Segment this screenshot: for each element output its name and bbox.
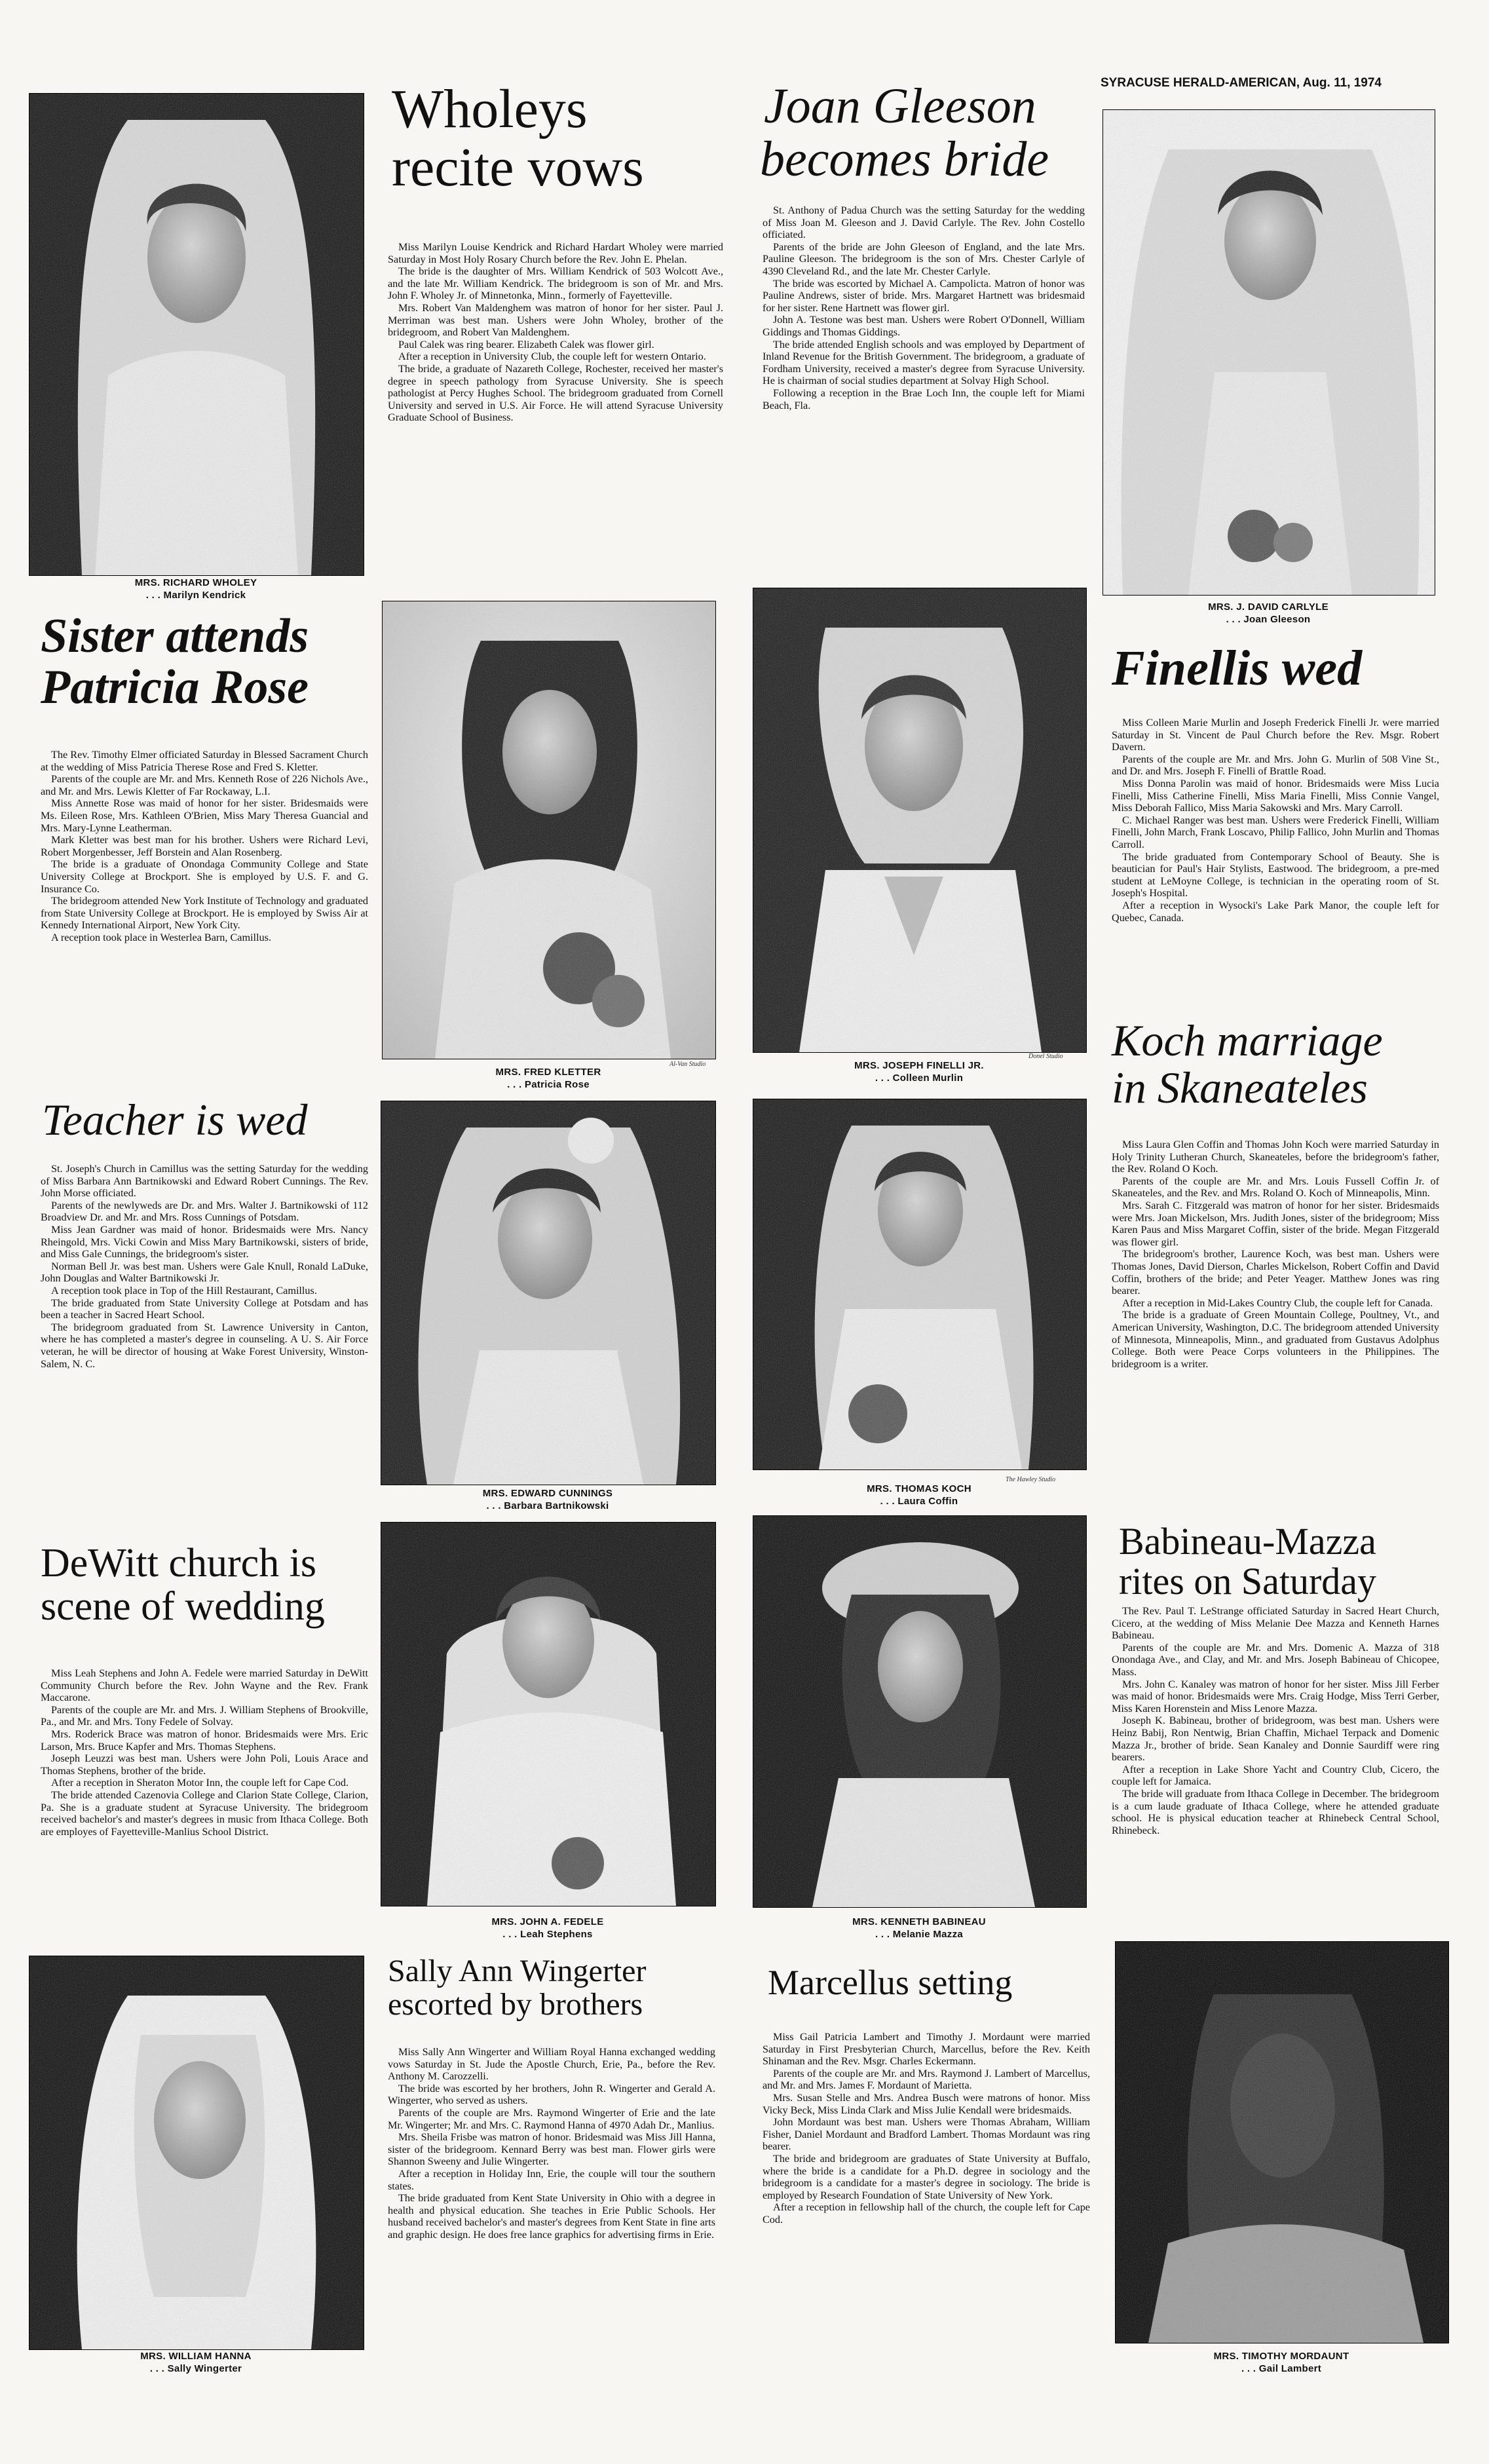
paragraph: Parents of the couple are Mr. and Mrs. Domenic A. Mazza of 318 Onondaga Ave., and Clay, and Mr. and Mrs. Joseph Babineau of Chicopee, Mass. bbox=[1112, 1641, 1439, 1678]
paragraph: Following a reception in the Brae Loch Inn, the couple left for Miami Beach, Fla. bbox=[763, 387, 1085, 411]
paragraph: After a reception in Holiday Inn, Erie, the couple will tour the southern states. bbox=[388, 2167, 715, 2192]
paragraph: Mrs. Robert Van Maldenghem was matron of honor for her sister. Paul J. Merriman was best man. Ushers were John Wholey, brother of the bridegroom, and Robert Van Maldenghem. bbox=[388, 301, 723, 339]
paragraph: The bride is the daughter of Mrs. William Kendrick of 503 Wolcott Ave., and the late Mr. William Kendrick. The bridegroom is son of Mr. and Mrs. John F. Wholey Jr. of Minnetonka, Minn., formerly of Fayetteville. bbox=[388, 265, 723, 302]
story-marcellus bbox=[763, 2031, 1090, 2226]
paragraph: Paul Calek was ring bearer. Elizabeth Calek was flower girl. bbox=[398, 338, 654, 351]
headline-teacher bbox=[42, 1096, 307, 1143]
paragraph: Parents of the couple are Mr. and Mrs. Kenneth Rose of 226 Nichols Ave., and Mr. and Mrs. Lewis Kletter of Far Rockaway, L.I. bbox=[41, 773, 368, 797]
paragraph: After a reception in Sheraton Motor Inn, the couple left for Cape Cod. bbox=[51, 1777, 349, 1789]
headline-line: scene of wedding bbox=[41, 1583, 325, 1629]
paragraph: The bride was escorted by Michael A. Campolicta. Matron of honor was Pauline Andrews, sister of bride. Mrs. Margaret Hartnett was bridesmaid for her sister. Rene Hartnett was flower girl. bbox=[763, 277, 1085, 314]
paragraph: Miss Laura Glen Coffin and Thomas John Koch were married Saturday in Holy Trinity Lutheran Church, Skaneateles, before the bridegroom's father, the Rev. Roland O Koch. bbox=[1112, 1139, 1439, 1175]
story-babineau bbox=[1112, 1605, 1439, 1836]
paragraph: The bride is a graduate of Green Mountain College, Poultney, Vt., and American University, Washington, D.C. The bridegroom attended University of Minnesota, Minneapolis, Minn., and graduated from Gustavus Adolphus College. Both were Peace Corps volunteers in the Philippines. The bridegroom is a writer. bbox=[1112, 1309, 1439, 1370]
headline-finellis bbox=[1112, 642, 1362, 695]
headline-rose bbox=[41, 611, 309, 713]
paragraph: Mrs. Susan Stelle and Mrs. Andrea Busch were matrons of honor. Miss Vicky Beck, Miss Linda Clark and Miss Julie Kendall were bridesmaids. bbox=[763, 2091, 1090, 2116]
story-wingerter bbox=[388, 2046, 715, 2241]
headline-babineau bbox=[1119, 1521, 1376, 1602]
headline-dewitt bbox=[41, 1542, 325, 1628]
caption-maiden-name: . . . Sally Wingerter bbox=[149, 2363, 242, 2374]
paragraph: After a reception in Wysocki's Lake Park Manor, the couple left for Quebec, Canada. bbox=[1112, 899, 1439, 924]
headline-marcellus bbox=[768, 1964, 1012, 2001]
caption-maiden-name: . . . Colleen Murlin bbox=[875, 1072, 964, 1084]
photo-mordaunt bbox=[1115, 1941, 1449, 2343]
paragraph: The Rev. Paul T. LeStrange officiated Saturday in Sacred Heart Church, Cicero, at the wedding of Miss Melanie Dee Mazza and Kenneth Harnes Babineau. bbox=[1112, 1605, 1439, 1642]
story-finellis bbox=[1112, 717, 1439, 924]
photo-babineau bbox=[753, 1515, 1087, 1908]
caption-name: MRS. EDWARD CUNNINGS bbox=[482, 1488, 613, 1499]
story-koch bbox=[1112, 1139, 1439, 1370]
paragraph: Norman Bell Jr. was best man. Ushers were Gale Knull, Ronald LaDuke, John Douglas and Walter Bartnikowski Jr. bbox=[41, 1260, 368, 1285]
photo-hanna bbox=[29, 1956, 364, 2350]
story-wholey bbox=[388, 241, 723, 424]
paragraph: Parents of the couple are Mr. and Mrs. John G. Murlin of 508 Vine St., and Dr. and Mrs. Joseph F. Finelli of Brattle Road. bbox=[1112, 753, 1439, 778]
paragraph: The bridegroom attended New York Institute of Technology and graduated from State University College at Brockport. He is employed by Swiss Air at Kennedy International Airport, New York City. bbox=[41, 895, 368, 932]
caption-kletter bbox=[382, 1066, 715, 1091]
paragraph: Miss Sally Ann Wingerter and William Royal Hanna exchanged wedding vows Saturday in St. Jude the Apostle Church, Erie, Pa., before the Rev. Anthony M. Carozzelli. bbox=[388, 2046, 715, 2083]
paragraph: Mrs. Roderick Brace was matron of honor. Bridesmaids were Mrs. Eric Larson, Mrs. Bruce Kapfer and Mrs. Thomas Stephens. bbox=[41, 1728, 368, 1753]
caption-maiden-name: . . . Marilyn Kendrick bbox=[145, 590, 246, 601]
caption-name: MRS. TIMOTHY MORDAUNT bbox=[1213, 2351, 1349, 2362]
headline-line: Teacher is wed bbox=[42, 1095, 308, 1145]
headline-line: in Skaneateles bbox=[1112, 1063, 1368, 1113]
paragraph: The bride attended Cazenovia College and Clarion State College, Clarion, Pa. She is a graduate student at Syracuse University. The bridegroom received bachelor's and master's degrees in music from Ithaca College. Both are employes of Fayetteville-Manlius School District. bbox=[41, 1789, 368, 1838]
story-gleeson bbox=[763, 204, 1085, 411]
caption-babineau bbox=[753, 1916, 1085, 1941]
headline-wingerter bbox=[388, 1955, 646, 2022]
paragraph: St. Anthony of Padua Church was the setting Saturday for the wedding of Miss Joan M. Gleeson and J. David Carlyle. The Rev. John Costello officiated. bbox=[763, 204, 1085, 241]
caption-name: MRS. J. DAVID CARLYLE bbox=[1208, 601, 1329, 613]
paragraph: Parents of the couple are Mrs. Raymond Wingerter of Erie and the late Mr. Wingerter; Mr. and Mrs. C. Raymond Hanna of 4970 Adah Dr., Manlius. bbox=[388, 2106, 715, 2131]
paragraph: The bride, a graduate of Nazareth College, Rochester, received her master's degree in speech pathology from Syracuse University. She is speech pathologist at Percy Hughes School. The bridegroom graduated from Cornell University and served in U.S. Air Force. He will attend Syracuse University Graduate School of Business. bbox=[388, 362, 723, 424]
photo-wholey bbox=[29, 93, 364, 576]
caption-name: MRS. JOHN A. FEDELE bbox=[491, 1916, 604, 1927]
caption-maiden-name: . . . Barbara Bartnikowski bbox=[486, 1500, 609, 1511]
caption-maiden-name: . . . Melanie Mazza bbox=[875, 1929, 964, 1940]
paragraph: The bride will graduate from Ithaca College in December. The bridegroom is a cum laude graduate of Ithaca College, where he attended graduate school. He is physical education teacher at Rhinebeck Central School, Rhinebeck. bbox=[1112, 1787, 1439, 1836]
caption-maiden-name: . . . Gail Lambert bbox=[1241, 2363, 1322, 2374]
caption-koch bbox=[753, 1483, 1085, 1507]
headline-line: DeWitt church is bbox=[41, 1541, 317, 1585]
photo-credit-kletter: Al-Van Studio bbox=[669, 1061, 706, 1068]
paragraph: The bride attended English schools and was employed by Department of Inland Revenue for the British Government. The bridegroom, a graduate of Fordham University, received a master's degree from Syracuse University. He is chairman of social studies department at Solvay High School. bbox=[763, 338, 1085, 387]
paragraph: The bride graduated from State University College at Potsdam and has been a teacher in Sacred Heart School. bbox=[41, 1297, 368, 1321]
paragraph: The bride graduated from Kent State University in Ohio with a degree in health and physical education. She teaches in Erie Public Schools. Her husband received bachelor's and master's degrees from Kent State in fine arts and graphic design. He does free lance graphics for advertising firms in Erie. bbox=[388, 2192, 715, 2241]
paragraph: Mrs. John C. Kanaley was matron of honor for her sister. Miss Jill Ferber was maid of honor. Bridesmaids were Mrs. Craig Hodge, Miss Terri Gerber, Miss Karen Horenstein and Miss Lenore Mazza. bbox=[1112, 1678, 1439, 1715]
paragraph: Joseph K. Babineau, brother of bridegroom, was best man. Ushers were Heinz Babij, Ron Nentwig, Brian Chaffin, Michael Terpack and Domenic Mazza Jr., brother of bride. Sean Kanaley and Donnie Saurdiff were ring bearers. bbox=[1112, 1715, 1439, 1764]
headline-line: Koch marriage bbox=[1112, 1015, 1383, 1065]
headline-line: Babineau-Mazza bbox=[1119, 1520, 1376, 1563]
paragraph: Joseph Leuzzi was best man. Ushers were John Poli, Louis Arace and Thomas Stephens, brother of the bride. bbox=[41, 1753, 368, 1777]
paragraph: The bride and bridegroom are graduates of State University at Buffalo, where the bride is a candidate for a Ph.D. degree in sociology and the bridegroom is a candidate for a master's degree in sociology. The bride is employed by Research Foundation of State University of New York. bbox=[763, 2152, 1090, 2201]
headline-line: escorted by brothers bbox=[388, 1986, 643, 2022]
paragraph: The bride graduated from Contemporary School of Beauty. She is beautician for Paul's Hair Stylists, Eastwood. The bridegroom, a pre-med student at LeMoyne College, is technician in the operating room of St. Joseph's Hospital. bbox=[1112, 850, 1439, 900]
caption-name: MRS. RICHARD WHOLEY bbox=[134, 577, 257, 588]
story-rose bbox=[41, 749, 368, 944]
headline-line: recite vows bbox=[392, 137, 644, 199]
headline-line: rites on Saturday bbox=[1119, 1560, 1377, 1603]
paragraph: St. Joseph's Church in Camillus was the setting Saturday for the wedding of Miss Barbara Ann Bartnikowski and Edward Robert Cunnings. The Rev. John Morse officiated. bbox=[41, 1163, 368, 1200]
caption-name: MRS. JOSEPH FINELLI JR. bbox=[854, 1060, 984, 1071]
paragraph: A reception took place in Westerlea Barn, Camillus. bbox=[51, 931, 271, 943]
caption-wholey bbox=[29, 577, 363, 601]
paragraph: Mrs. Sheila Frisbe was matron of honor. Bridesmaid was Miss Jill Hanna, sister of the bridegroom. Kennard Berry was best man. Flower girls were Shannon Sweeny and Julie Wingerter. bbox=[388, 2131, 715, 2168]
headline-wholey bbox=[392, 80, 644, 197]
caption-fedele bbox=[381, 1916, 715, 1941]
story-teacher bbox=[41, 1163, 368, 1370]
masthead: SYRACUSE HERALD-AMERICAN, Aug. 11, 1974 bbox=[1101, 76, 1382, 90]
paragraph: Parents of the newlyweds are Dr. and Mrs. Walter J. Bartnikowski of 112 Broadview Dr. and Mr. and Mrs. Ross Cunnings of Potsdam. bbox=[41, 1199, 368, 1224]
photo-fedele bbox=[381, 1522, 716, 1906]
caption-carlyle bbox=[1103, 601, 1434, 626]
photo-credit-finelli: Donel Studio bbox=[1028, 1053, 1063, 1060]
caption-name: MRS. FRED KLETTER bbox=[495, 1067, 601, 1078]
paragraph: Parents of the bride are John Gleeson of England, and the late Mrs. Pauline Gleeson. The bridegroom is the son of Mrs. Chester Carlyle of 4390 Cleveland Rd., and the late Mr. Chester Carlyle. bbox=[763, 240, 1085, 277]
headline-line: Marcellus setting bbox=[768, 1963, 1013, 2002]
headline-line: Patricia Rose bbox=[41, 660, 309, 715]
paragraph: Miss Leah Stephens and John A. Fedele were married Saturday in DeWitt Community Church before the Rev. John Wayne and the Rev. Frank Maccarone. bbox=[41, 1667, 368, 1704]
headline-line: Sister attends bbox=[41, 609, 309, 663]
story-dewitt bbox=[41, 1667, 368, 1838]
paragraph: Parents of the couple are Mr. and Mrs. Louis Fussell Coffin Jr. of Skaneateles, and the Rev. and Mrs. Roland O. Koch of Minneapolis, Minn. bbox=[1112, 1175, 1439, 1200]
paragraph: Miss Marilyn Louise Kendrick and Richard Hardart Wholey were married Saturday in Most Holy Rosary Church before the Rev. John E. Phelan. bbox=[388, 241, 723, 265]
headline-line: Finellis wed bbox=[1112, 641, 1363, 696]
paragraph: John A. Testone was best man. Ushers were Robert O'Donnell, William Giddings and Thomas Giddings. bbox=[763, 314, 1085, 338]
paragraph: Miss Gail Patricia Lambert and Timothy J. Mordaunt were married Saturday in First Presbyterian Church, Marcellus, before the Rev. Keith Shinaman and the Rev. Msgr. Charles Eckermann. bbox=[763, 2031, 1090, 2068]
paragraph: Mrs. Sarah C. Fitzgerald was matron of honor for her sister. Bridesmaids were Mrs. Joan Mickelson, Mrs. Judith Jones, sister of the bridegroom; Miss Karen Paus and Miss Margaret Coffin, sister of the bride. Megan Fitzgerald was flower girl. bbox=[1112, 1199, 1439, 1248]
headline-line: Joan Gleeson bbox=[764, 79, 1036, 134]
caption-finelli bbox=[753, 1059, 1085, 1084]
paragraph: After a reception in Lake Shore Yacht and Country Club, Cicero, the couple left for Jamaica. bbox=[1112, 1763, 1439, 1788]
photo-kletter bbox=[382, 601, 716, 1059]
photo-cunnings bbox=[381, 1101, 716, 1485]
paragraph: Parents of the couple are Mr. and Mrs. J. William Stephens of Brookville, Pa., and Mr. and Mrs. Tony Fedele of Solvay. bbox=[41, 1703, 368, 1728]
paragraph: Miss Colleen Marie Murlin and Joseph Frederick Finelli Jr. were married Saturday in St. Vincent de Paul Church before the Rev. Msgr. Robert Davern. bbox=[1112, 717, 1439, 753]
paragraph: Miss Jean Gardner was maid of honor. Bridesmaids were Mrs. Nancy Rheingold, Mrs. Vicki Cowin and Miss Mary Bartnikowski, sisters of bride, and Miss Gale Cunnings, the bridegroom's sister. bbox=[41, 1223, 368, 1260]
paragraph: John Mordaunt was best man. Ushers were Thomas Abraham, William Fisher, Daniel Mordaunt and Bradford Lambert. Thomas Mordaunt was ring bearer. bbox=[763, 2116, 1090, 2153]
headline-line: Sally Ann Wingerter bbox=[388, 1954, 647, 1988]
paragraph: The bride is a graduate of Onondaga Community College and State University College at Brockport. She is employed by U.S. F. and G. Insurance Co. bbox=[41, 858, 368, 895]
paragraph: C. Michael Ranger was best man. Ushers were Frederick Finelli, William Finelli, John March, Frank Loscavo, Philip Fallico, John Murlin and Thomas Carroll. bbox=[1112, 814, 1439, 850]
paragraph: The bride was escorted by her brothers, John R. Wingerter and Gerald A. Wingerter, who served as ushers. bbox=[388, 2082, 715, 2107]
paragraph: The bridegroom's brother, Laurence Koch, was best man. Ushers were Thomas Jones, David Dierson, Charles Mickelson, Robert Coffin and David Coffin, brothers of the bride; and Peter Yeager. Matthew Jones was ring bearer. bbox=[1112, 1248, 1439, 1297]
headline-gleeson bbox=[760, 80, 1049, 185]
paragraph: The bridegroom graduated from St. Lawrence University in Canton, where he has completed a master's degree in counseling. A U. S. Air Force veteran, he will be director of housing at Wake Forest University, Winston-Salem, N. C. bbox=[41, 1321, 368, 1370]
caption-name: MRS. KENNETH BABINEAU bbox=[852, 1916, 986, 1927]
photo-credit-koch: The Hawley Studio bbox=[1006, 1476, 1056, 1483]
caption-mordaunt bbox=[1115, 2350, 1448, 2375]
paragraph: Parents of the couple are Mr. and Mrs. Raymond J. Lambert of Marcellus, and Mr. and Mrs. James F. Mordaunt of Marietta. bbox=[763, 2067, 1090, 2092]
caption-maiden-name: . . . Joan Gleeson bbox=[1226, 614, 1311, 625]
paragraph: After a reception in University Club, the couple left for western Ontario. bbox=[398, 351, 706, 363]
caption-maiden-name: . . . Leah Stephens bbox=[502, 1929, 593, 1940]
caption-name: MRS. THOMAS KOCH bbox=[867, 1483, 971, 1494]
paragraph: After a reception in fellowship hall of the church, the couple left for Cape Cod. bbox=[763, 2201, 1090, 2226]
caption-maiden-name: . . . Laura Coffin bbox=[880, 1496, 958, 1507]
paragraph: The Rev. Timothy Elmer officiated Saturday in Blessed Sacrament Church at the wedding of Miss Patricia Therese Rose and Fred S. Kletter. bbox=[41, 749, 368, 773]
caption-maiden-name: . . . Patricia Rose bbox=[507, 1079, 590, 1090]
caption-hanna bbox=[29, 2350, 363, 2375]
caption-name: MRS. WILLIAM HANNA bbox=[140, 2351, 252, 2362]
photo-finelli bbox=[753, 588, 1087, 1053]
photo-carlyle bbox=[1103, 109, 1435, 596]
headline-line: becomes bride bbox=[760, 131, 1049, 187]
headline-koch bbox=[1112, 1017, 1383, 1111]
paragraph: After a reception in Mid-Lakes Country Club, the couple left for Canada. bbox=[1122, 1297, 1433, 1309]
paragraph: Miss Annette Rose was maid of honor for her sister. Bridesmaids were Ms. Eileen Rose, Mrs. Kathleen O'Brien, Miss Mary Theresa Guancial and Mrs. Mary-Lynne Leatherman. bbox=[41, 797, 368, 834]
photo-koch bbox=[753, 1099, 1087, 1470]
headline-line: Wholeys bbox=[392, 79, 588, 140]
paragraph: Miss Donna Parolin was maid of honor. Bridesmaids were Miss Lucia Finelli, Miss Catherine Finelli, Miss Maria Finelli, Miss Connie Vangel, Miss Deborah Fallico, Miss Maria Sakowski and Mrs. Mary Carroll. bbox=[1112, 777, 1439, 814]
paragraph: A reception took place in Top of the Hill Restaurant, Camillus. bbox=[51, 1284, 317, 1297]
paragraph: Mark Kletter was best man for his brother. Ushers were Richard Levi, Robert Morgenbesser, Jeff Borstein and Alan Rosenberg. bbox=[41, 834, 368, 858]
caption-cunnings bbox=[381, 1487, 715, 1512]
